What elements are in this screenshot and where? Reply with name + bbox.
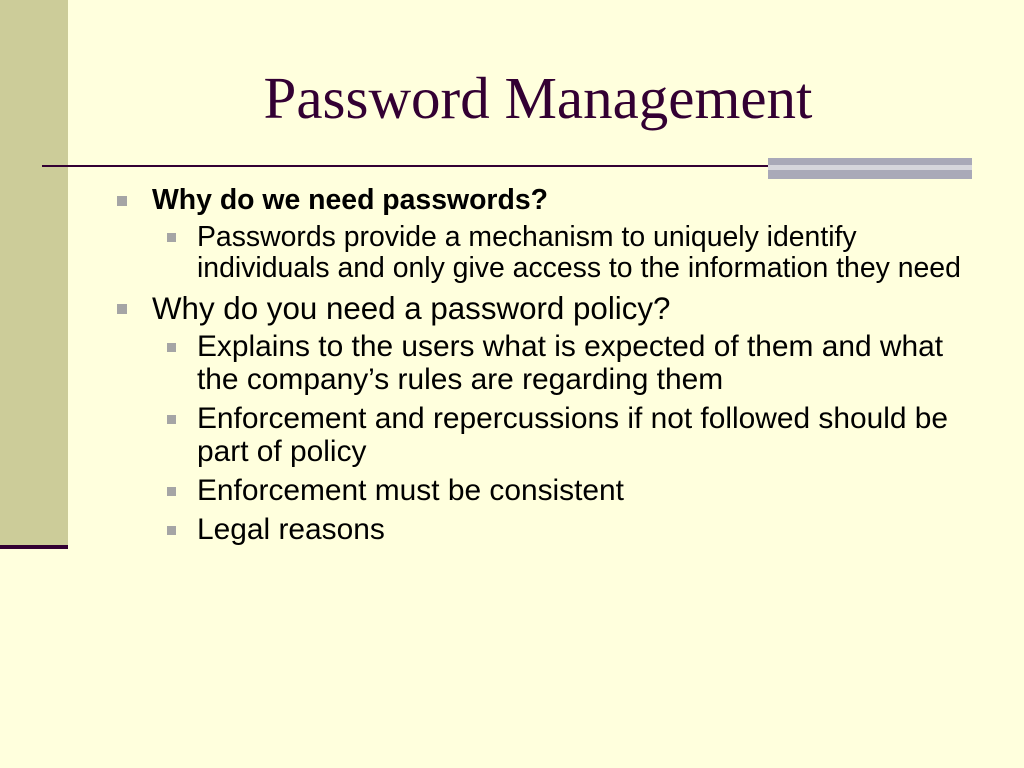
bullet-text: Why do we need passwords? (152, 184, 548, 216)
title-rule (42, 165, 768, 167)
square-bullet-icon (167, 487, 176, 496)
sidebar-rule (0, 545, 68, 549)
bullet-text: Why do you need a password policy? (152, 291, 671, 326)
square-bullet-icon (167, 343, 176, 352)
accent-bar-bottom (768, 170, 972, 179)
sub-bullet-text: Enforcement must be consistent (197, 474, 624, 507)
square-bullet-icon (167, 526, 176, 535)
square-bullet-icon (117, 304, 127, 314)
square-bullet-icon (167, 233, 176, 242)
sidebar-band (0, 0, 68, 545)
sub-bullet-text: Passwords provide a mechanism to uniquely identify individuals and only give access to the information they need (197, 221, 961, 284)
square-bullet-icon (117, 196, 127, 206)
accent-bar-top (768, 158, 972, 165)
sub-bullet-text: Legal reasons (197, 513, 385, 546)
sub-bullet-text: Explains to the users what is expected of them and what the company’s rules are regarding them (197, 330, 944, 396)
sub-bullet-text: Enforcement and repercussions if not followed should be part of policy (197, 402, 949, 468)
square-bullet-icon (167, 415, 176, 424)
slide-title: Password Management (263, 65, 813, 131)
